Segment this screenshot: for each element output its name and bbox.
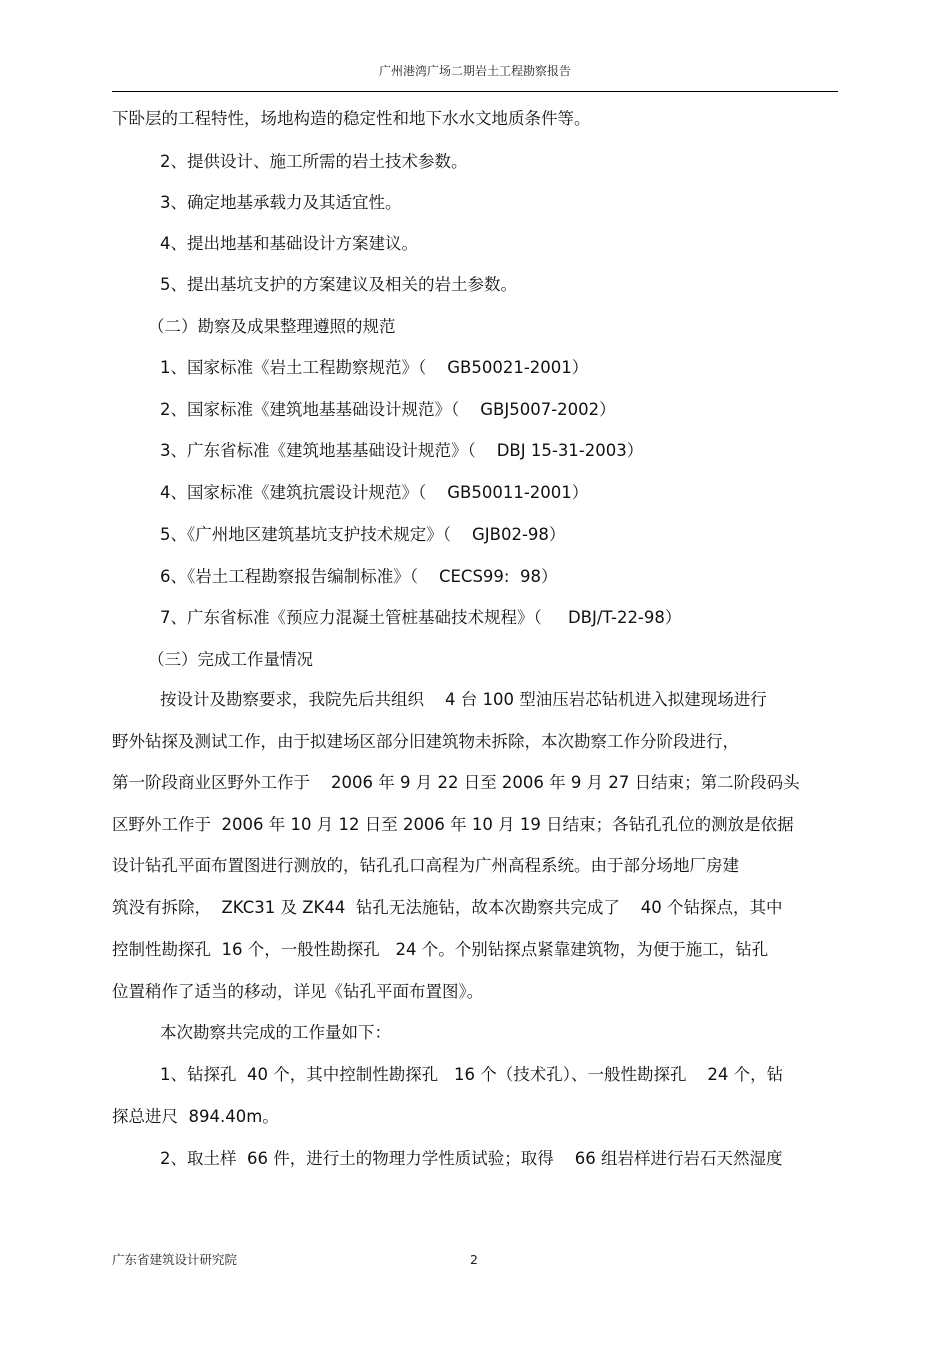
paragraph-line: 按设计及勘察要求，我院先后共组织 4 台 100 型油压岩芯钻机进入拟建现场进行 — [160, 690, 767, 709]
paragraph-line: 本次勘察共完成的工作量如下： — [160, 1023, 391, 1042]
list-item: 7、广东省标准《预应力混凝土管桩基础技术规程》（ DBJ/T-22-98） — [160, 608, 682, 627]
list-item: 2、取土样 66 件，进行土的物理力学性质试验；取得 66 组岩样进行岩石天然湿度 — [160, 1149, 783, 1168]
paragraph-line: 设计钻孔平面布置图进行测放的，钻孔孔口高程为广州高程系统。由于部分场地厂房建 — [112, 856, 739, 875]
section-heading: （二）勘察及成果整理遵照的规范 — [148, 317, 396, 336]
list-item: 5、提出基坑支护的方案建议及相关的岩土参数。 — [160, 275, 517, 294]
list-item: 3、确定地基承载力及其适宜性。 — [160, 193, 402, 212]
paragraph-line: 区野外工作于 2006 年 10 月 12 日至 2006 年 10 月 19 日结束；各钻孔孔位的测放是依据 — [112, 815, 794, 834]
list-item: 1、钻探孔 40 个，其中控制性勘探孔 16 个（技术孔）、一般性勘探孔 24 个，钻 — [160, 1065, 784, 1084]
paragraph-line: 野外钻探及测试工作，由于拟建场区部分旧建筑物未拆除，本次勘察工作分阶段进行， — [112, 732, 739, 751]
section-heading: （三）完成工作量情况 — [148, 650, 313, 669]
page-number: 2 — [470, 1252, 478, 1267]
paragraph-line: 第一阶段商业区野外工作于 2006 年 9 月 22 日至 2006 年 9 月 27 日结束；第二阶段码头 — [112, 773, 800, 792]
paragraph-line: 探总进尺 894.40m。 — [112, 1107, 279, 1126]
paragraph-line: 控制性勘探孔 16 个，一般性勘探孔 24 个。个别钻探点紧靠建筑物，为便于施工，钻孔 — [112, 940, 769, 959]
list-item: 1、国家标准《岩土工程勘察规范》（ GB50021-2001） — [160, 358, 589, 377]
paragraph-line: 位置稍作了适当的移动，详见《钻孔平面布置图》。 — [112, 982, 484, 1001]
footer-organization: 广东省建筑设计研究院 — [112, 1252, 238, 1267]
list-item: 2、提供设计、施工所需的岩土技术参数。 — [160, 152, 468, 171]
header-rule — [112, 91, 838, 92]
list-item: 4、国家标准《建筑抗震设计规范》（ GB50011-2001） — [160, 483, 589, 502]
list-item: 5、《广州地区建筑基坑支护技术规定》（ GJB02-98） — [160, 525, 566, 544]
list-item: 6、《岩土工程勘察报告编制标准》（ CECS99: 98） — [160, 567, 558, 586]
list-item: 2、国家标准《建筑地基基础设计规范》（ GBJ5007-2002） — [160, 400, 616, 419]
paragraph-line: 筑没有拆除， ZKC31 及 ZK44 钻孔无法施钻，故本次勘察共完成了 40 个钻探点，其中 — [112, 898, 783, 917]
list-item: 3、广东省标准《建筑地基基础设计规范》（ DBJ 15-31-2003） — [160, 441, 644, 460]
paragraph-line: 下卧层的工程特性，场地构造的稳定性和地下水水文地质条件等。 — [112, 109, 591, 128]
list-item: 4、提出地基和基础设计方案建议。 — [160, 234, 418, 253]
running-header: 广州港湾广场二期岩土工程勘察报告 — [378, 64, 571, 78]
